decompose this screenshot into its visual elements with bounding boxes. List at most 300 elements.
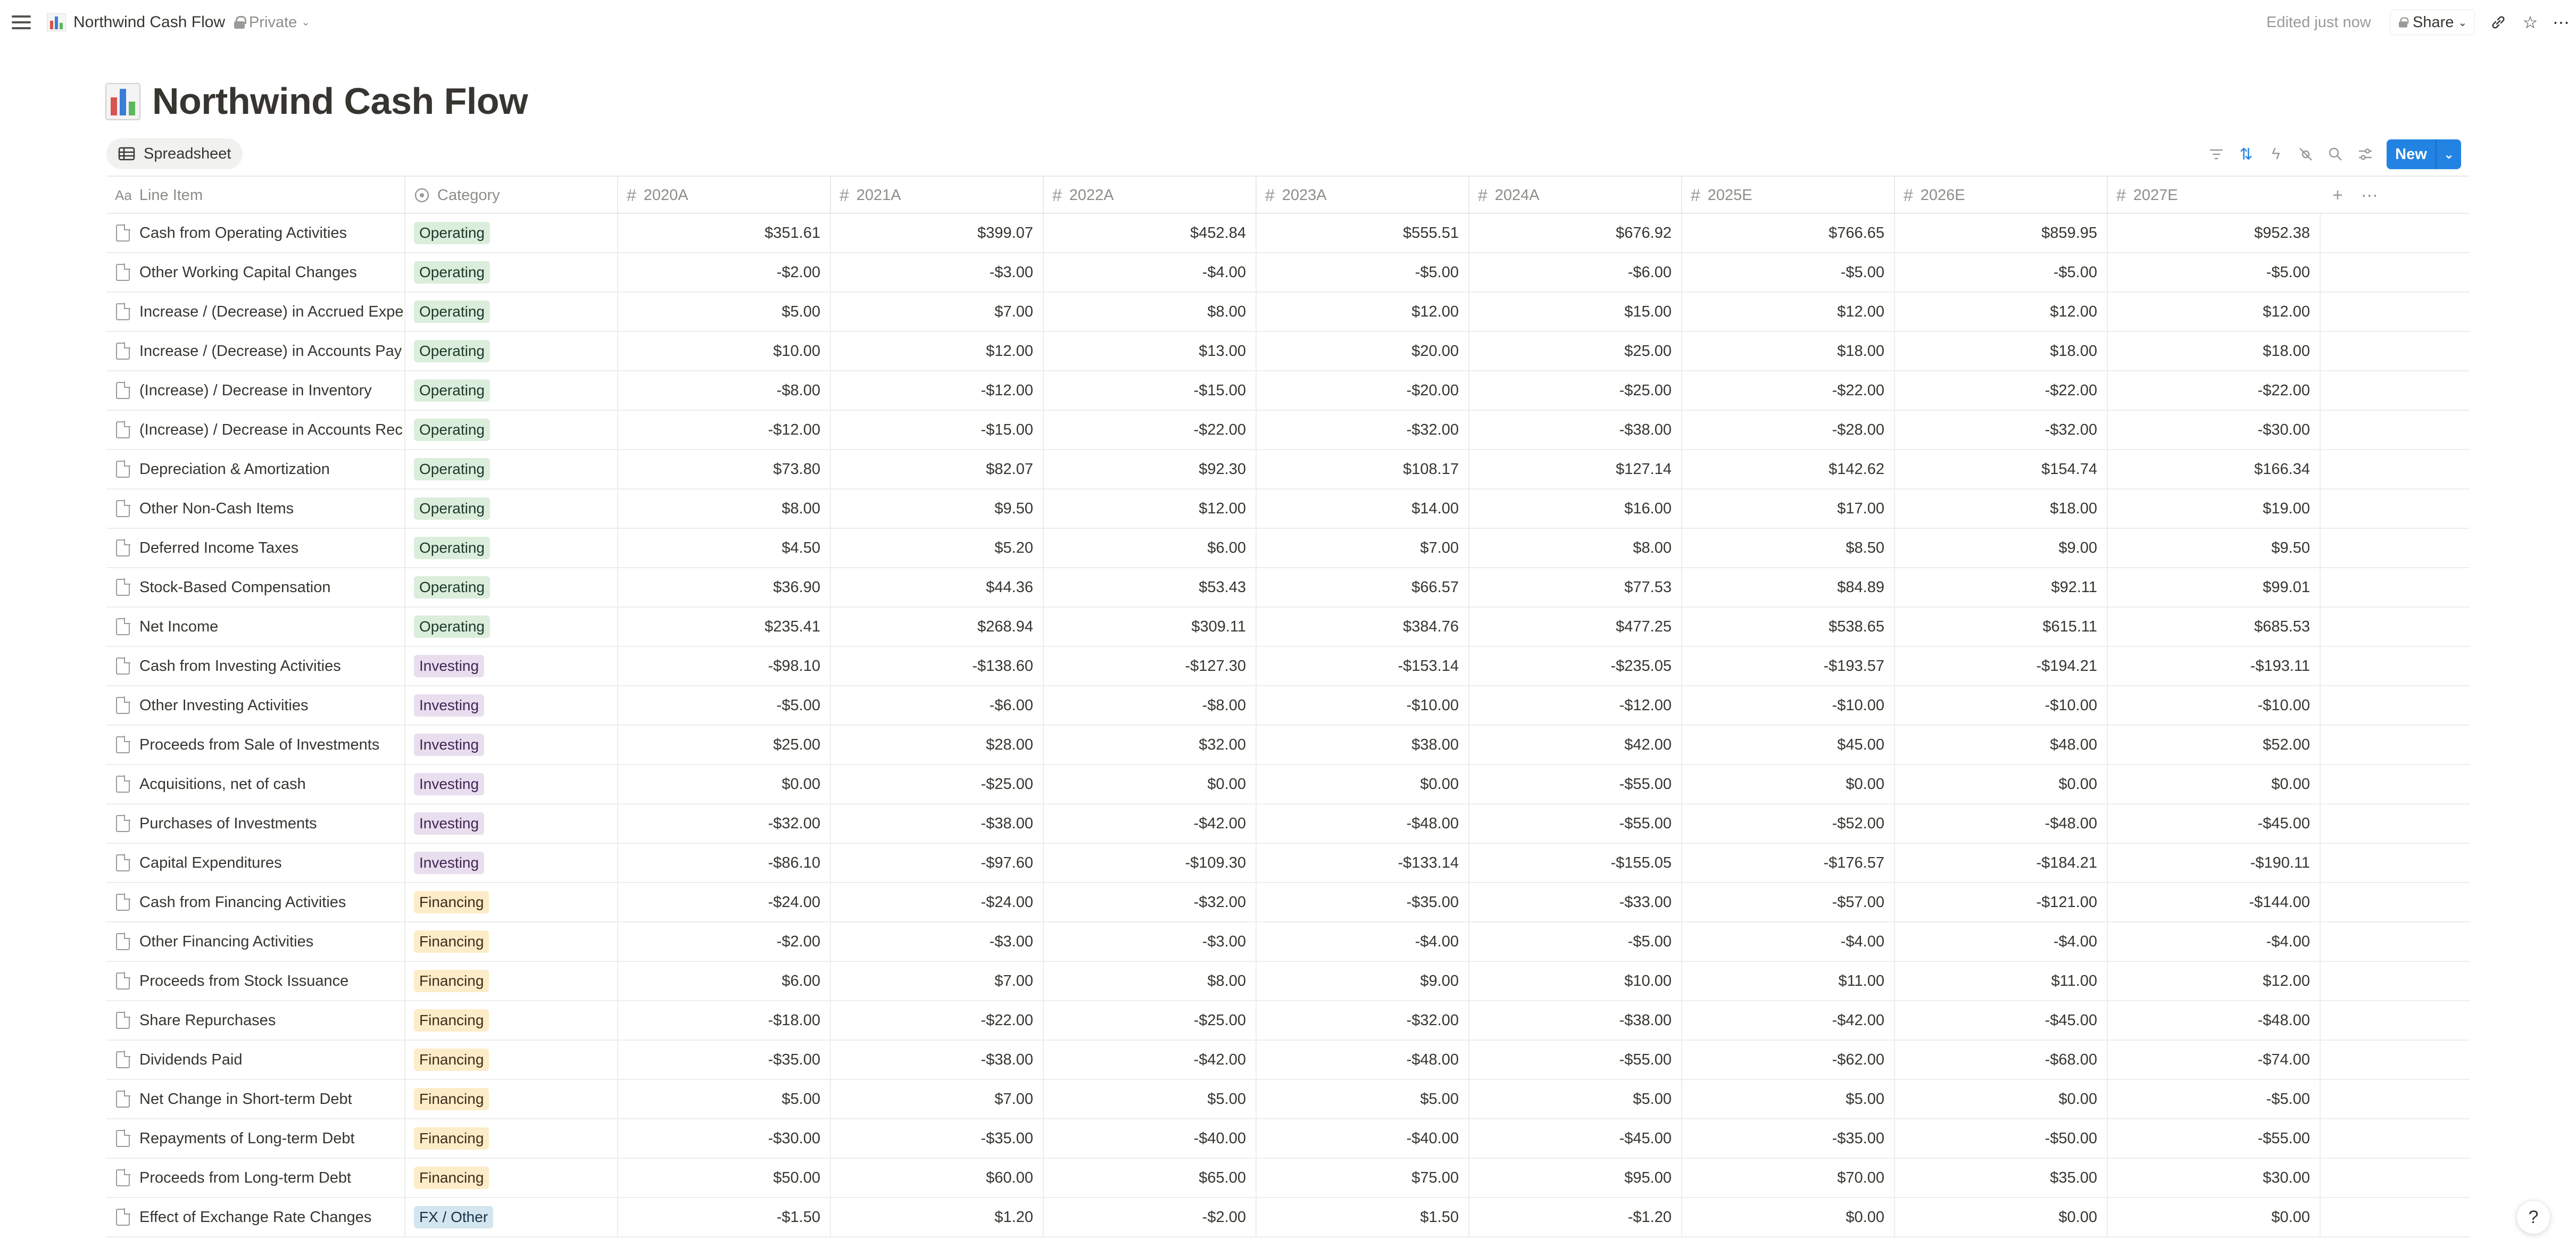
table-row[interactable] [106,804,2470,844]
value-cell[interactable]: -$35.00 [618,1041,831,1079]
value-cell[interactable]: -$32.00 [618,804,831,843]
value-cell[interactable]: -$20.00 [1257,371,1469,410]
line-item-cell[interactable] [106,1198,405,1236]
value-cell[interactable]: -$42.00 [1682,1001,1895,1040]
value-cell[interactable]: -$190.11 [2108,844,2321,882]
help-button[interactable]: ? [2516,1200,2550,1234]
line-item-cell[interactable] [106,1080,405,1118]
value-cell[interactable]: $65.00 [1044,1159,1257,1197]
hide-fields-icon[interactable] [2295,144,2316,165]
value-cell[interactable]: -$45.00 [2108,804,2321,843]
value-cell[interactable]: $92.11 [1895,568,2108,606]
value-cell[interactable]: -$5.00 [2108,1080,2321,1118]
value-cell[interactable]: $166.34 [2108,450,2321,488]
value-cell[interactable]: $30.00 [2108,1159,2321,1197]
category-cell[interactable] [405,647,618,685]
value-cell[interactable]: $92.30 [1044,450,1257,488]
value-cell[interactable]: -$12.00 [618,411,831,449]
value-cell[interactable]: -$86.10 [618,844,831,882]
table-row[interactable] [106,568,2470,608]
value-cell[interactable]: $84.89 [1682,568,1895,606]
category-cell[interactable] [405,411,618,449]
header-year[interactable] [1682,177,1895,214]
value-cell[interactable]: -$55.00 [1469,804,1682,843]
search-icon[interactable] [2325,144,2346,165]
value-cell[interactable]: -$57.00 [1682,883,1895,921]
line-item-cell[interactable] [106,962,405,1000]
value-cell[interactable]: -$184.21 [1895,844,2108,882]
value-cell[interactable]: $12.00 [1682,293,1895,331]
value-cell[interactable]: $7.00 [831,293,1044,331]
category-cell[interactable] [405,765,618,803]
value-cell[interactable]: $9.00 [1895,529,2108,567]
value-cell[interactable]: -$18.00 [618,1001,831,1040]
table-row[interactable] [106,1198,2470,1237]
category-cell[interactable] [405,489,618,528]
table-row[interactable] [106,371,2470,411]
line-item-cell[interactable] [106,214,405,252]
header-year[interactable] [831,177,1044,214]
value-cell[interactable]: -$40.00 [1257,1119,1469,1158]
table-row[interactable] [106,411,2470,450]
value-cell[interactable]: $0.00 [1682,1198,1895,1236]
value-cell[interactable]: -$5.00 [1257,253,1469,292]
value-cell[interactable]: -$3.00 [831,253,1044,292]
table-row[interactable] [106,686,2470,726]
value-cell[interactable]: -$133.14 [1257,844,1469,882]
value-cell[interactable]: $0.00 [1895,1198,2108,1236]
value-cell[interactable]: -$4.00 [1257,922,1469,961]
menu-icon[interactable] [12,13,31,32]
more-icon[interactable]: ⋯ [2553,13,2570,32]
value-cell[interactable]: $399.07 [831,214,1044,252]
header-year[interactable] [2108,177,2321,214]
value-cell[interactable]: $73.80 [618,450,831,488]
value-cell[interactable]: -$48.00 [2108,1001,2321,1040]
value-cell[interactable]: -$32.00 [1044,883,1257,921]
value-cell[interactable]: -$4.00 [1044,253,1257,292]
value-cell[interactable]: -$98.10 [618,647,831,685]
value-cell[interactable]: $952.38 [2108,214,2321,252]
value-cell[interactable]: -$155.05 [1469,844,1682,882]
category-cell[interactable] [405,1001,618,1040]
value-cell[interactable]: $70.00 [1682,1159,1895,1197]
value-cell[interactable]: $12.00 [1895,293,2108,331]
value-cell[interactable]: $5.00 [1044,1080,1257,1118]
privacy-indicator[interactable] [234,12,310,33]
value-cell[interactable]: -$4.00 [2108,922,2321,961]
value-cell[interactable]: -$32.00 [1257,411,1469,449]
value-cell[interactable]: $685.53 [2108,608,2321,646]
table-row[interactable] [106,214,2470,253]
value-cell[interactable]: $7.00 [831,1080,1044,1118]
value-cell[interactable]: $12.00 [2108,962,2321,1000]
value-cell[interactable]: $9.50 [831,489,1044,528]
value-cell[interactable]: $351.61 [618,214,831,252]
value-cell[interactable]: $82.07 [831,450,1044,488]
table-row[interactable] [106,253,2470,293]
value-cell[interactable]: $766.65 [1682,214,1895,252]
category-cell[interactable] [405,962,618,1000]
table-row[interactable] [106,1001,2470,1041]
line-item-cell[interactable] [106,529,405,567]
value-cell[interactable]: -$10.00 [1895,686,2108,725]
category-cell[interactable] [405,608,618,646]
value-cell[interactable]: $108.17 [1257,450,1469,488]
value-cell[interactable]: -$144.00 [2108,883,2321,921]
value-cell[interactable]: $12.00 [831,332,1044,370]
value-cell[interactable]: -$3.00 [1044,922,1257,961]
line-item-cell[interactable] [106,332,405,370]
value-cell[interactable]: $154.74 [1895,450,2108,488]
line-item-cell[interactable] [106,922,405,961]
value-cell[interactable]: $42.00 [1469,726,1682,764]
star-icon[interactable]: ☆ [2522,13,2538,32]
value-cell[interactable]: -$24.00 [831,883,1044,921]
value-cell[interactable]: -$5.00 [2108,253,2321,292]
value-cell[interactable]: $66.57 [1257,568,1469,606]
value-cell[interactable]: $235.41 [618,608,831,646]
value-cell[interactable]: $17.00 [1682,489,1895,528]
value-cell[interactable]: -$10.00 [2108,686,2321,725]
value-cell[interactable]: -$235.05 [1469,647,1682,685]
value-cell[interactable]: -$8.00 [1044,686,1257,725]
link-icon[interactable] [2488,12,2509,33]
value-cell[interactable]: $25.00 [618,726,831,764]
value-cell[interactable]: -$42.00 [1044,1041,1257,1079]
line-item-cell[interactable] [106,804,405,843]
value-cell[interactable]: -$4.00 [1682,922,1895,961]
category-cell[interactable] [405,371,618,410]
category-cell[interactable] [405,804,618,843]
table-row[interactable] [106,726,2470,765]
table-row[interactable] [106,293,2470,332]
value-cell[interactable]: $50.00 [618,1159,831,1197]
category-cell[interactable] [405,686,618,725]
value-cell[interactable]: $615.11 [1895,608,2108,646]
value-cell[interactable]: $555.51 [1257,214,1469,252]
value-cell[interactable]: $44.36 [831,568,1044,606]
value-cell[interactable]: $15.00 [1469,293,1682,331]
tab-spreadsheet[interactable] [106,138,243,169]
table-row[interactable] [106,844,2470,883]
value-cell[interactable]: -$22.00 [1044,411,1257,449]
table-row[interactable] [106,450,2470,489]
value-cell[interactable]: $1.50 [1257,1198,1469,1236]
value-cell[interactable]: -$12.00 [1469,686,1682,725]
value-cell[interactable]: $18.00 [1895,332,2108,370]
table-row[interactable] [106,529,2470,568]
value-cell[interactable]: -$48.00 [1895,804,2108,843]
line-item-cell[interactable] [106,371,405,410]
line-item-cell[interactable] [106,608,405,646]
value-cell[interactable]: -$2.00 [1044,1198,1257,1236]
more-icon[interactable]: ⋯ [2361,186,2378,205]
category-cell[interactable] [405,214,618,252]
value-cell[interactable]: $5.00 [1257,1080,1469,1118]
value-cell[interactable]: -$22.00 [831,1001,1044,1040]
new-button[interactable] [2387,139,2461,169]
value-cell[interactable]: -$6.00 [831,686,1044,725]
value-cell[interactable]: $9.50 [2108,529,2321,567]
value-cell[interactable]: $142.62 [1682,450,1895,488]
value-cell[interactable]: $53.43 [1044,568,1257,606]
line-item-cell[interactable] [106,568,405,606]
value-cell[interactable]: $12.00 [1044,489,1257,528]
value-cell[interactable]: -$32.00 [1895,411,2108,449]
value-cell[interactable]: $7.00 [831,962,1044,1000]
value-cell[interactable]: $0.00 [618,765,831,803]
value-cell[interactable]: -$32.00 [1257,1001,1469,1040]
category-cell[interactable] [405,1159,618,1197]
value-cell[interactable]: -$5.00 [618,686,831,725]
value-cell[interactable]: $38.00 [1257,726,1469,764]
value-cell[interactable]: $0.00 [1044,765,1257,803]
category-cell[interactable] [405,253,618,292]
value-cell[interactable]: -$24.00 [618,883,831,921]
value-cell[interactable]: $384.76 [1257,608,1469,646]
line-item-cell[interactable] [106,1001,405,1040]
value-cell[interactable]: -$15.00 [831,411,1044,449]
value-cell[interactable]: $452.84 [1044,214,1257,252]
line-item-cell[interactable] [106,253,405,292]
value-cell[interactable]: $268.94 [831,608,1044,646]
settings-sliders-icon[interactable] [2355,144,2376,165]
category-cell[interactable] [405,883,618,921]
value-cell[interactable]: -$97.60 [831,844,1044,882]
line-item-cell[interactable] [106,1159,405,1197]
header-category[interactable] [405,177,618,214]
table-row[interactable] [106,1119,2470,1159]
value-cell[interactable]: -$45.00 [1895,1001,2108,1040]
value-cell[interactable]: $5.00 [618,293,831,331]
value-cell[interactable]: $8.50 [1682,529,1895,567]
value-cell[interactable]: -$50.00 [1895,1119,2108,1158]
value-cell[interactable]: $859.95 [1895,214,2108,252]
sort-icon[interactable]: ⇅ [2239,145,2253,163]
line-item-cell[interactable] [106,1041,405,1079]
line-item-cell[interactable] [106,1119,405,1158]
category-cell[interactable] [405,529,618,567]
value-cell[interactable]: -$12.00 [831,371,1044,410]
value-cell[interactable]: $1.20 [831,1198,1044,1236]
table-row[interactable] [106,647,2470,686]
value-cell[interactable]: $18.00 [1682,332,1895,370]
value-cell[interactable]: -$193.57 [1682,647,1895,685]
value-cell[interactable]: $127.14 [1469,450,1682,488]
value-cell[interactable]: -$42.00 [1044,804,1257,843]
value-cell[interactable]: $95.00 [1469,1159,1682,1197]
table-row[interactable] [106,489,2470,529]
value-cell[interactable]: $5.20 [831,529,1044,567]
value-cell[interactable]: $13.00 [1044,332,1257,370]
value-cell[interactable]: $32.00 [1044,726,1257,764]
value-cell[interactable]: $14.00 [1257,489,1469,528]
header-year[interactable] [1257,177,1469,214]
value-cell[interactable]: $7.00 [1257,529,1469,567]
value-cell[interactable]: -$5.00 [1469,922,1682,961]
value-cell[interactable]: -$22.00 [1895,371,2108,410]
value-cell[interactable]: -$68.00 [1895,1041,2108,1079]
value-cell[interactable]: -$109.30 [1044,844,1257,882]
line-item-cell[interactable] [106,765,405,803]
value-cell[interactable]: $8.00 [1044,962,1257,1000]
share-button[interactable] [2390,10,2475,35]
value-cell[interactable]: -$38.00 [831,804,1044,843]
value-cell[interactable]: -$48.00 [1257,1041,1469,1079]
value-cell[interactable]: $20.00 [1257,332,1469,370]
category-cell[interactable] [405,1119,618,1158]
line-item-cell[interactable] [106,450,405,488]
value-cell[interactable]: $25.00 [1469,332,1682,370]
value-cell[interactable]: -$176.57 [1682,844,1895,882]
value-cell[interactable]: -$40.00 [1044,1119,1257,1158]
line-item-cell[interactable] [106,411,405,449]
value-cell[interactable]: -$45.00 [1469,1119,1682,1158]
line-item-cell[interactable] [106,489,405,528]
line-item-cell[interactable] [106,686,405,725]
value-cell[interactable]: -$15.00 [1044,371,1257,410]
value-cell[interactable]: -$10.00 [1682,686,1895,725]
value-cell[interactable]: $0.00 [1895,1080,2108,1118]
value-cell[interactable]: $309.11 [1044,608,1257,646]
value-cell[interactable]: $99.01 [2108,568,2321,606]
value-cell[interactable]: -$153.14 [1257,647,1469,685]
category-cell[interactable] [405,1198,618,1236]
value-cell[interactable]: -$22.00 [2108,371,2321,410]
value-cell[interactable]: -$38.00 [1469,411,1682,449]
value-cell[interactable]: -$193.11 [2108,647,2321,685]
value-cell[interactable]: -$1.20 [1469,1198,1682,1236]
value-cell[interactable]: -$1.50 [618,1198,831,1236]
value-cell[interactable]: -$6.00 [1469,253,1682,292]
value-cell[interactable]: -$2.00 [618,253,831,292]
value-cell[interactable]: -$22.00 [1682,371,1895,410]
value-cell[interactable]: -$5.00 [1682,253,1895,292]
category-cell[interactable] [405,293,618,331]
lightning-icon[interactable]: ϟ [2272,145,2280,163]
value-cell[interactable]: -$33.00 [1469,883,1682,921]
table-row[interactable] [106,765,2470,804]
value-cell[interactable]: $10.00 [618,332,831,370]
value-cell[interactable]: $10.00 [1469,962,1682,1000]
value-cell[interactable]: $0.00 [2108,765,2321,803]
value-cell[interactable]: $36.90 [618,568,831,606]
value-cell[interactable]: -$5.00 [1895,253,2108,292]
value-cell[interactable]: $19.00 [2108,489,2321,528]
breadcrumb-title[interactable]: Northwind Cash Flow [73,13,226,31]
value-cell[interactable]: $77.53 [1469,568,1682,606]
value-cell[interactable]: $11.00 [1682,962,1895,1000]
value-cell[interactable]: -$35.00 [1257,883,1469,921]
value-cell[interactable]: -$35.00 [831,1119,1044,1158]
value-cell[interactable]: $6.00 [1044,529,1257,567]
value-cell[interactable]: -$55.00 [1469,765,1682,803]
header-year[interactable] [1469,177,1682,214]
value-cell[interactable]: $5.00 [618,1080,831,1118]
category-cell[interactable] [405,332,618,370]
category-cell[interactable] [405,568,618,606]
value-cell[interactable]: -$38.00 [831,1041,1044,1079]
line-item-cell[interactable] [106,647,405,685]
value-cell[interactable]: $0.00 [2108,1198,2321,1236]
value-cell[interactable]: $676.92 [1469,214,1682,252]
value-cell[interactable]: $12.00 [1257,293,1469,331]
header-year[interactable] [1044,177,1257,214]
value-cell[interactable]: $60.00 [831,1159,1044,1197]
value-cell[interactable]: $6.00 [618,962,831,1000]
category-cell[interactable] [405,922,618,961]
line-item-cell[interactable] [106,726,405,764]
category-cell[interactable] [405,450,618,488]
table-row[interactable] [106,922,2470,962]
value-cell[interactable]: -$25.00 [1469,371,1682,410]
value-cell[interactable]: $8.00 [618,489,831,528]
value-cell[interactable]: -$30.00 [2108,411,2321,449]
page-title-text[interactable]: Northwind Cash Flow [152,80,528,122]
value-cell[interactable]: -$4.00 [1895,922,2108,961]
value-cell[interactable]: $0.00 [1895,765,2108,803]
table-row[interactable] [106,1041,2470,1080]
header-year[interactable] [618,177,831,214]
value-cell[interactable]: -$194.21 [1895,647,2108,685]
header-year[interactable] [1895,177,2108,214]
value-cell[interactable]: -$35.00 [1682,1119,1895,1158]
value-cell[interactable]: -$55.00 [2108,1119,2321,1158]
value-cell[interactable]: $8.00 [1469,529,1682,567]
table-row[interactable] [106,608,2470,647]
value-cell[interactable]: $538.65 [1682,608,1895,646]
value-cell[interactable]: $4.50 [618,529,831,567]
value-cell[interactable]: $28.00 [831,726,1044,764]
line-item-cell[interactable] [106,844,405,882]
value-cell[interactable]: -$3.00 [831,922,1044,961]
value-cell[interactable]: -$121.00 [1895,883,2108,921]
value-cell[interactable]: -$127.30 [1044,647,1257,685]
line-item-cell[interactable] [106,883,405,921]
table-row[interactable] [106,1080,2470,1119]
chevron-down-icon[interactable]: ⌄ [2443,147,2455,162]
line-item-cell[interactable] [106,293,405,331]
value-cell[interactable]: $18.00 [2108,332,2321,370]
category-cell[interactable] [405,726,618,764]
value-cell[interactable]: -$30.00 [618,1119,831,1158]
category-cell[interactable] [405,1080,618,1118]
value-cell[interactable]: -$38.00 [1469,1001,1682,1040]
filter-icon[interactable] [2206,144,2227,165]
value-cell[interactable]: -$25.00 [1044,1001,1257,1040]
value-cell[interactable]: -$62.00 [1682,1041,1895,1079]
value-cell[interactable]: -$10.00 [1257,686,1469,725]
category-cell[interactable] [405,844,618,882]
value-cell[interactable]: $16.00 [1469,489,1682,528]
value-cell[interactable]: -$138.60 [831,647,1044,685]
value-cell[interactable]: $5.00 [1682,1080,1895,1118]
value-cell[interactable]: $5.00 [1469,1080,1682,1118]
value-cell[interactable]: -$74.00 [2108,1041,2321,1079]
header-line-item[interactable] [106,177,405,214]
value-cell[interactable]: -$2.00 [618,922,831,961]
value-cell[interactable]: $48.00 [1895,726,2108,764]
value-cell[interactable]: $9.00 [1257,962,1469,1000]
value-cell[interactable]: $45.00 [1682,726,1895,764]
value-cell[interactable]: -$8.00 [618,371,831,410]
value-cell[interactable]: $477.25 [1469,608,1682,646]
category-cell[interactable] [405,1041,618,1079]
value-cell[interactable]: $0.00 [1257,765,1469,803]
value-cell[interactable]: -$55.00 [1469,1041,1682,1079]
value-cell[interactable]: $0.00 [1682,765,1895,803]
